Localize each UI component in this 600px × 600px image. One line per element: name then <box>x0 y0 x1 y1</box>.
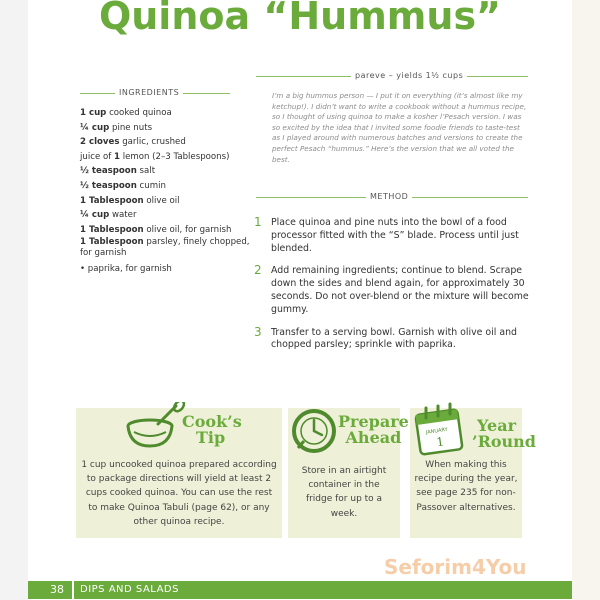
clock-icon <box>290 408 338 454</box>
ingredient-item <box>80 135 250 150</box>
ingredient-item <box>80 179 250 194</box>
intro-text: I’m a big hummus person — I put it on everything (it’s almost like my ketchup!). I didn’t want to write a cookbook without a hummus recipe, so I thought of using quinoa to make a kosher l’Pesach version. I was so excited by the idea that I invited some foodie friends to taste-test as I played around with numerous batches and versions to create the perfect Pesach “hummus.” Here’s the version that we all voted the best. <box>272 91 527 164</box>
ingredient-item <box>80 237 250 259</box>
mixing-bowl-icon <box>124 402 186 450</box>
ingredient-name: lemon (2–3 Tablespoons) <box>119 151 230 162</box>
method-step <box>254 217 530 255</box>
yield-line: pareve – yields 1½ cups <box>351 71 467 80</box>
ingredient-item <box>80 164 250 179</box>
prepare-ahead-text: Store in an airtight container in the fridge for up to a week. <box>301 466 387 519</box>
ingredient-quantity: ¼ cup <box>80 122 110 133</box>
ingredient-item <box>80 106 250 121</box>
ingredients-heading: INGREDIENTS <box>115 88 183 97</box>
ingredient-quantity: 1 Tablespoon <box>80 195 144 206</box>
ingredient-quantity: 1 Tablespoon <box>80 237 144 248</box>
ingredient-item <box>80 194 250 209</box>
ingredient-name: olive oil <box>143 195 180 206</box>
ingredient-quantity: ½ teaspoon <box>80 180 137 191</box>
page-number: 38 <box>50 583 64 596</box>
ingredient-item <box>80 262 250 277</box>
ingredient-prefix: • paprika, for garnish <box>80 264 172 275</box>
calendar-month: JANUARY <box>425 426 449 436</box>
calendar-day: 1 <box>435 434 445 450</box>
cooks-tip-heading-2: Tip <box>196 428 226 447</box>
step-text: Add remaining ingredients; continue to blend. Scrape down the sides and blend again, for approximately 30 seconds. Do not over-blend or the mixture will become gummy. <box>271 265 529 315</box>
method-heading: METHOD <box>366 192 412 201</box>
right-page-edge <box>572 0 600 600</box>
ingredient-name: salt <box>136 166 156 177</box>
cooks-tip-text: 1 cup uncooked quinoa prepared according to package directions will yield at least 2 cups cooked quinoa. You can use the rest to make Quinoa Tabuli (page 62), or any other quinoa recipe. <box>81 460 277 527</box>
watermark: Seforim4You <box>384 555 527 579</box>
method-step <box>254 324 530 353</box>
ingredient-name: olive oil, for garnish <box>143 224 232 235</box>
prepare-ahead-heading-1: Prepare <box>338 412 409 431</box>
ingredient-name: water <box>109 210 137 221</box>
year-round-box <box>410 408 536 538</box>
footer-separator <box>72 581 74 599</box>
step-number: 2 <box>254 263 262 278</box>
left-page-edge <box>0 0 28 600</box>
ingredient-name: cumin <box>136 180 166 191</box>
ingredient-item <box>80 223 250 238</box>
step-text: Transfer to a serving bowl. Garnish with olive oil and chopped parsley; sprinkle with paprika. <box>271 326 517 351</box>
method-step <box>254 265 530 316</box>
year-round-heading-2: ’Round <box>472 432 536 451</box>
ingredient-item <box>80 208 250 223</box>
section-name: DIPS AND SALADS <box>80 584 179 595</box>
prepare-ahead-box <box>288 408 409 538</box>
ingredient-name: garlic, crushed <box>119 137 186 148</box>
ingredient-quantity: 1 <box>113 151 120 162</box>
prepare-ahead-heading-2: Ahead <box>345 428 402 447</box>
ingredient-quantity: 1 cup <box>80 108 107 118</box>
cooks-tip-box <box>76 408 282 538</box>
method-steps <box>254 217 530 362</box>
cooks-tip-heading-1: Cook’s <box>182 412 242 431</box>
ingredient-quantity: ¼ cup <box>80 210 110 221</box>
step-number: 1 <box>254 215 262 229</box>
calendar-icon <box>414 402 464 456</box>
ingredient-name: cooked quinoa <box>106 108 172 118</box>
ingredients-list <box>80 106 250 277</box>
year-round-text: When making this recipe during the year, see page 235 for non-Passover alternatives. <box>414 460 518 513</box>
ingredient-item <box>80 150 250 165</box>
year-round-heading-1: Year <box>476 416 516 435</box>
ingredient-quantity: 2 cloves <box>80 137 120 148</box>
ingredient-quantity: 1 Tablespoon <box>80 224 144 235</box>
ingredient-quantity: ½ teaspoon <box>80 166 137 177</box>
step-number: 3 <box>254 324 262 339</box>
recipe-title: Quinoa “Hummus” <box>98 0 502 38</box>
footer-bar <box>28 581 572 599</box>
ingredient-item <box>80 121 250 136</box>
ingredient-prefix: juice of <box>80 151 114 162</box>
ingredient-name: pine nuts <box>109 122 153 133</box>
ingredient-name: parsley, finely chopped, for garnish <box>80 237 250 259</box>
step-text: Place quinoa and pine nuts into the bowl of a food processor fitted with the “S” blade. Process until just blended. <box>271 217 519 254</box>
